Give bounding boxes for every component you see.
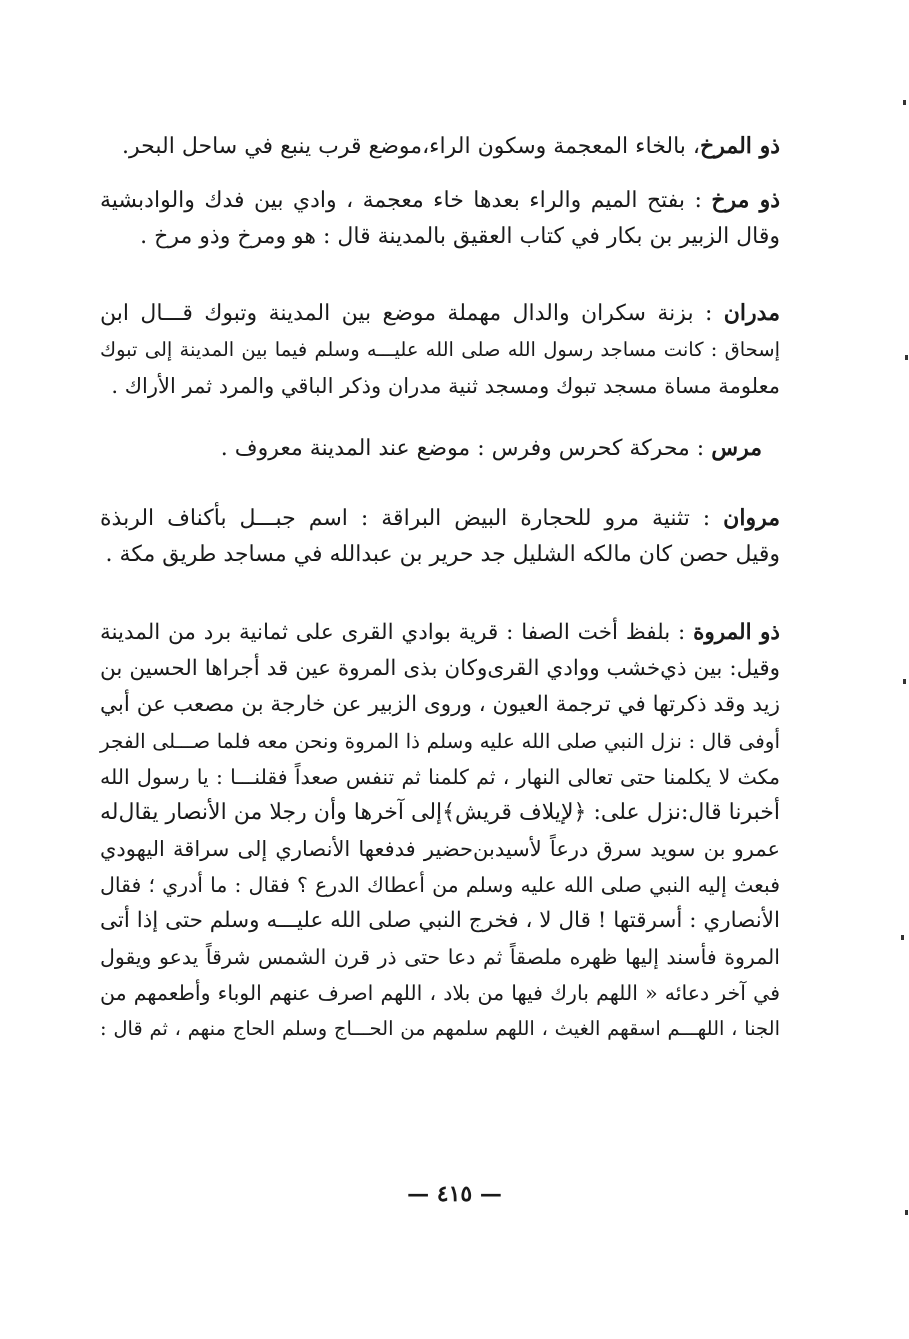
- margin-speck: [905, 1210, 908, 1215]
- entry-line: [100, 295, 780, 332]
- entry-text: : بفتح الميم والراء بعدها خاء معجمة ، وادي بين فدك والوادبشية: [100, 188, 702, 213]
- entry-headword: ذو مرخ: [711, 187, 780, 213]
- entry-line: [100, 128, 780, 165]
- entry-headword: مرس: [711, 435, 762, 461]
- entry-line: أخبرنا قال:نزل على: ﴿لإيلاف قريش﴾إلى آخرها وأن رجلا من الأنصار يقال‌له: [100, 800, 780, 825]
- entry-text: : بلفظ أخت الصفا : قرية بوادي القرى على ثمانية برد من المدينة: [100, 620, 686, 645]
- entry-text: : محركة كحرس وفرس : موضع عند المدينة معروف .: [220, 436, 705, 461]
- entry-headword: مدران: [723, 300, 780, 326]
- margin-speck: [903, 100, 906, 105]
- entry-line: الأنصاري : أسرقتها ! قال لا ، فخرج النبي صلى الله عليـــه وسلم حتى إذا أتى: [100, 908, 780, 933]
- entry-text: : بزنة سكران والدال مهملة موضع بين المدينة وتبوك قـــال ابن: [100, 301, 713, 326]
- entry-line: عمرو بن سويد سرق درعاً لأسيدبن‌حضير فدفعها الأنصاري إلى سراقة اليهودي: [100, 837, 780, 861]
- entry-line: وقيل حصن كان مالكه الشليل جد حرير بن عبدالله في مساجد طريق مكة .: [105, 542, 780, 567]
- entry-text: ، بالخاء المعجمة وسكون الراء،موضع قرب ينبع في ساحل البحر.: [122, 134, 701, 159]
- entry-line: المروة فأسند إليها ظهره ملصقاً ثم دعا حتى ذر قرن الشمس شرقاً يدعو ويقول: [100, 945, 780, 969]
- entry-headword: مروان: [723, 505, 780, 531]
- entry-line: في آخر دعائه « اللهم بارك فيها من بلاد ، اللهم اصرف عنهم الوباء وأطعمهم من: [100, 981, 780, 1005]
- entry-line: زيد وقد ذكرتها في ترجمة العيون ، وروى الزبير عن خارجة بن مصعب عن أبي: [100, 692, 780, 717]
- entry-line: وقيل: بين ذي‌خشب ووادي القرى‌وكان بذى المروة عين قد أجراها الحسين بن: [100, 656, 780, 681]
- entry-headword: ذو المروة: [693, 620, 781, 645]
- margin-speck: [901, 935, 904, 940]
- margin-speck: [905, 355, 908, 360]
- entry-line: [100, 430, 780, 467]
- page-number: — ٤١٥ —: [407, 1181, 502, 1207]
- page-body: [100, 128, 780, 1047]
- entry-line: وقال الزبير بن بكار في كتاب العقيق بالمدينة قال : هو ومرخ وذو مرخ .: [140, 224, 780, 249]
- entry-line: أوفى قال : نزل النبي صلى الله عليه وسلم ذا المروة ونحن معه فلما صـــلى الفجر: [100, 729, 780, 753]
- entry-dhu-markh: [100, 182, 780, 255]
- entry-line: إسحاق : كانت مساجد رسول الله صلى الله عليـــه وسلم فيما بين المدينة إلى تبوك: [100, 338, 780, 361]
- entry-line: مكث لا يكلمنا حتى تعالى النهار ، ثم كلمنا ثم تنفس صعداً فقلنـــا : يا رسول الله: [100, 765, 780, 789]
- entry-line: معلومة مساة مسجد تبوك ومسجد ثنية مدران وذكر الباقي والمرد ثمر الأراك .: [111, 374, 780, 398]
- entry-mars: [100, 430, 780, 467]
- entry-line: [100, 182, 780, 219]
- margin-speck: [903, 679, 906, 684]
- entry-headword: ذو المرخ: [700, 133, 780, 159]
- entry-line: الجنا ، اللهـــم اسقهم الغيث ، اللهم سلمهم من الحـــاج وسلم الحاج منهم ، ثم قال :: [100, 1017, 780, 1040]
- entry-dhu-al-marwa: [100, 615, 780, 1047]
- entry-madran: [100, 295, 780, 404]
- entry-dhu-al-markh: [100, 128, 780, 165]
- entry-line: [100, 500, 780, 537]
- entry-marwan: [100, 500, 780, 573]
- entry-text: : تثنية مرو للحجارة البيض البراقة : اسم جبـــل بأكناف الربذة: [100, 506, 711, 531]
- entry-line: فبعث إليه النبي صلى الله عليه وسلم من أعطاك الدرع ؟ فقال : ما أدري ؛ فقال: [100, 873, 780, 897]
- entry-line: [100, 615, 780, 651]
